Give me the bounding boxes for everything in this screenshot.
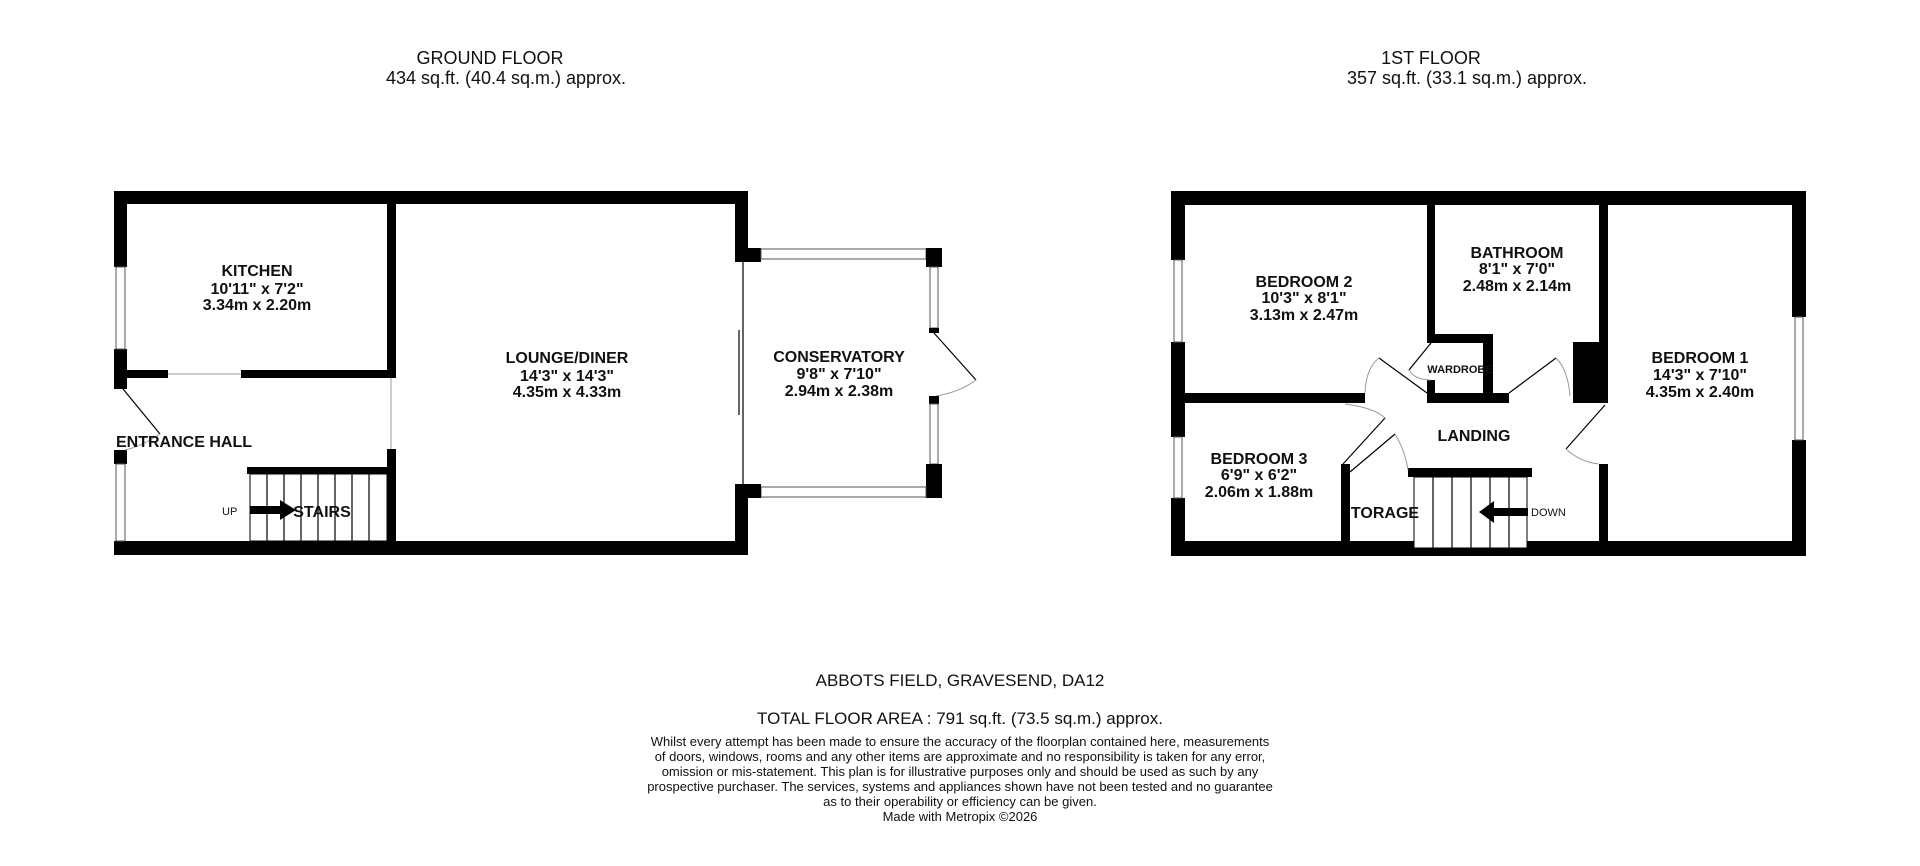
bedroom2-imperial: 10'3" x 8'1" xyxy=(1261,290,1347,307)
conservatory-bottom-window xyxy=(761,487,926,497)
bedroom3-imperial: 6'9" x 6'2" xyxy=(1220,467,1298,484)
landing-label: LANDING xyxy=(1437,428,1511,445)
stairs-label: STAIRS xyxy=(293,504,351,521)
kitchen-label: KITCHEN xyxy=(221,263,293,280)
disclaimer-line: of doors, windows, rooms and any other items are approximate and no responsibility is taken for any error, xyxy=(654,749,1266,764)
conservatory-metric: 2.94m x 2.38m xyxy=(784,383,894,400)
lounge-label: LOUNGE/DINER xyxy=(505,350,629,367)
first-floor-area: 357 sq.ft. (33.1 sq.m.) approx. xyxy=(1346,68,1588,88)
ground-floor-title: GROUND FLOOR xyxy=(416,48,564,68)
bedroom2-window xyxy=(1174,260,1182,342)
first-floor-title: 1ST FLOOR xyxy=(1381,48,1481,68)
lounge-imperial: 14'3" x 14'3" xyxy=(520,368,614,385)
ground-floor-area: 434 sq.ft. (40.4 sq.m.) approx. xyxy=(385,68,627,88)
kitchen-window xyxy=(116,267,125,349)
bedroom1-imperial: 14'3" x 7'10" xyxy=(1653,367,1747,384)
stairs-up-label: UP xyxy=(222,506,238,518)
stairs-down-label: DOWN xyxy=(1531,507,1566,519)
conservatory-label: CONSERVATORY xyxy=(773,349,905,366)
kitchen-imperial: 10'11" x 7'2" xyxy=(210,281,304,298)
first-floor-stairs xyxy=(1414,477,1528,548)
front-door xyxy=(123,389,160,434)
disclaimer-line: as to their operability or efficiency can be given. xyxy=(823,794,1097,809)
bathroom-metric: 2.48m x 2.14m xyxy=(1462,278,1572,295)
bathroom-imperial: 8'1" x 7'0" xyxy=(1478,261,1556,278)
bedroom3-window xyxy=(1174,437,1182,498)
conservatory-imperial: 9'8" x 7'10" xyxy=(796,366,882,383)
bedroom3-label: BEDROOM 3 xyxy=(1210,451,1308,468)
bedroom2-metric: 3.13m x 2.47m xyxy=(1249,307,1359,324)
bathroom-label: BATHROOM xyxy=(1470,245,1564,262)
bedroom2-label: BEDROOM 2 xyxy=(1255,274,1353,291)
arrow-left-icon xyxy=(1494,508,1528,516)
conservatory-door xyxy=(934,333,976,380)
hall-window xyxy=(116,464,125,541)
bedroom1-window xyxy=(1795,317,1803,440)
wardrobe-label: WARDROBE xyxy=(1427,364,1493,376)
lounge-metric: 4.35m x 4.33m xyxy=(512,384,622,401)
conservatory-top-window xyxy=(761,249,926,259)
bedroom1-label: BEDROOM 1 xyxy=(1651,350,1749,367)
bedroom3-metric: 2.06m x 1.88m xyxy=(1204,484,1314,501)
total-floor-area: TOTAL FLOOR AREA : 791 sq.ft. (73.5 sq.m.) approx. xyxy=(757,709,1163,728)
arrow-right-icon xyxy=(250,506,280,514)
credit: Made with Metropix ©2026 xyxy=(882,809,1038,824)
bedroom1-metric: 4.35m x 2.40m xyxy=(1645,384,1755,401)
disclaimer-line: Whilst every attempt has been made to ensure the accuracy of the floorplan contained here, measurements xyxy=(650,734,1270,749)
storage-label: TORAGE xyxy=(1350,505,1420,522)
disclaimer-line: omission or mis-statement. This plan is for illustrative purposes only and should be used as such by any xyxy=(661,764,1259,779)
kitchen-metric: 3.34m x 2.20m xyxy=(202,297,312,314)
disclaimer-line: prospective purchaser. The services, systems and appliances shown have not been tested and no guarantee xyxy=(647,779,1273,794)
entrance-hall-label: ENTRANCE HALL xyxy=(116,434,252,451)
address: ABBOTS FIELD, GRAVESEND, DA12 xyxy=(815,671,1105,690)
